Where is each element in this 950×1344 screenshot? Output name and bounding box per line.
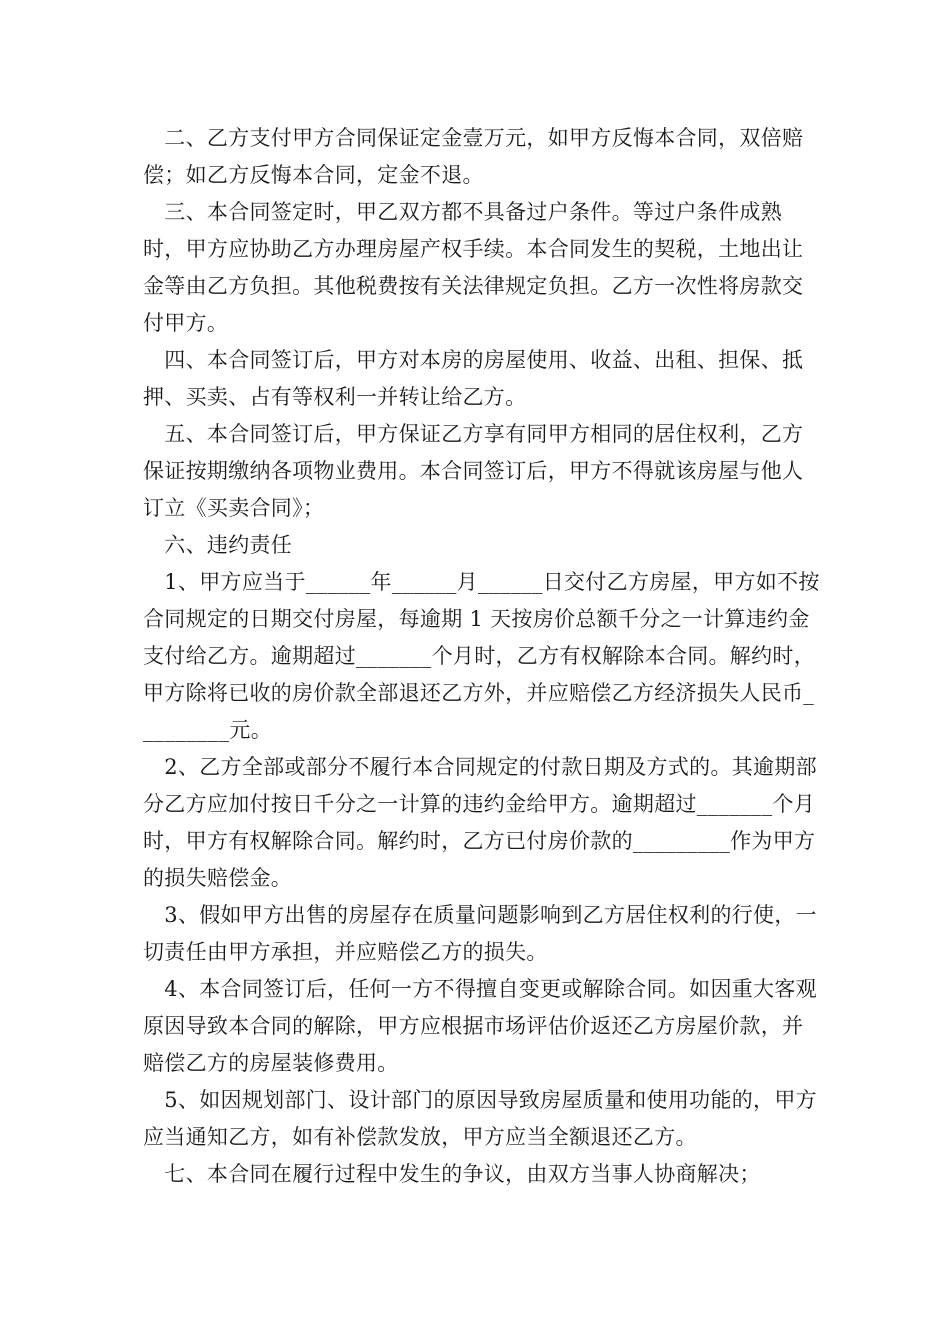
contract-body — [143, 120, 823, 1193]
clause-6-item-2: 2、乙方全部或部分不履行本合同规定的付款日期及方式的。其逾期部分乙方应加付按日千分之一计算的违约金给甲方。逾期超过_______个月时，甲方有权解除合同。解约时，乙方已付房价款的_________作为甲方的损失赔偿金。 — [143, 755, 817, 890]
clause-6-item-5: 5、如因规划部门、设计部门的原因导致房屋质量和使用功能的，甲方应当通知乙方，如有补偿款发放，甲方应当全额退还乙方。 — [143, 1088, 817, 1149]
clause-6-heading: 六、违约责任 — [143, 533, 293, 557]
clause-4-rights: 四、本合同签订后，甲方对本房的房屋使用、收益、出租、担保、抵押、买卖、占有等权利一并转让给乙方。 — [143, 348, 804, 409]
clause-2-deposit: 二、乙方支付甲方合同保证定金壹万元，如甲方反悔本合同，双倍赔偿；如乙方反悔本合同，定金不退。 — [143, 126, 804, 187]
clause-6-item-3: 3、假如甲方出售的房屋存在质量问题影响到乙方居住权利的行使，一切责任由甲方承担，并应赔偿乙方的损失。 — [143, 903, 817, 964]
clause-6-item-4: 4、本合同签订后，任何一方不得擅自变更或解除合同。如因重大客观原因导致本合同的解除，甲方应根据市场评估价返还乙方房屋价款，并赔偿乙方的房屋装修费用。 — [143, 977, 817, 1075]
clause-5-residence: 五、本合同签订后，甲方保证乙方享有同甲方相同的居住权利，乙方保证按期缴纳各项物业费用。本合同签订后，甲方不得就该房屋与他人订立《买卖合同》； — [143, 422, 804, 520]
clause-7-dispute: 七、本合同在履行过程中发生的争议，由双方当事人协商解决； — [143, 1162, 761, 1186]
clause-3-transfer: 三、本合同签定时，甲乙双方都不具备过户条件。等过户条件成熟时，甲方应协助乙方办理房屋产权手续。本合同发生的契税，土地出让金等由乙方负担。其他税费按有关法律规定负担。乙方一次性将房款交付甲方。 — [143, 200, 804, 335]
clause-6-item-1: 1、甲方应当于______年______月______日交付乙方房屋，甲方如不按合同规定的日期交付房屋，每逾期 1 天按房价总额千分之一计算违约金支付给乙方。逾期超过_______个月时，乙方有权解除本合同。解约时，甲方除将已收的房价款全部退还乙方外，并应赔偿乙方经济损失人民币_________元。 — [143, 570, 820, 742]
